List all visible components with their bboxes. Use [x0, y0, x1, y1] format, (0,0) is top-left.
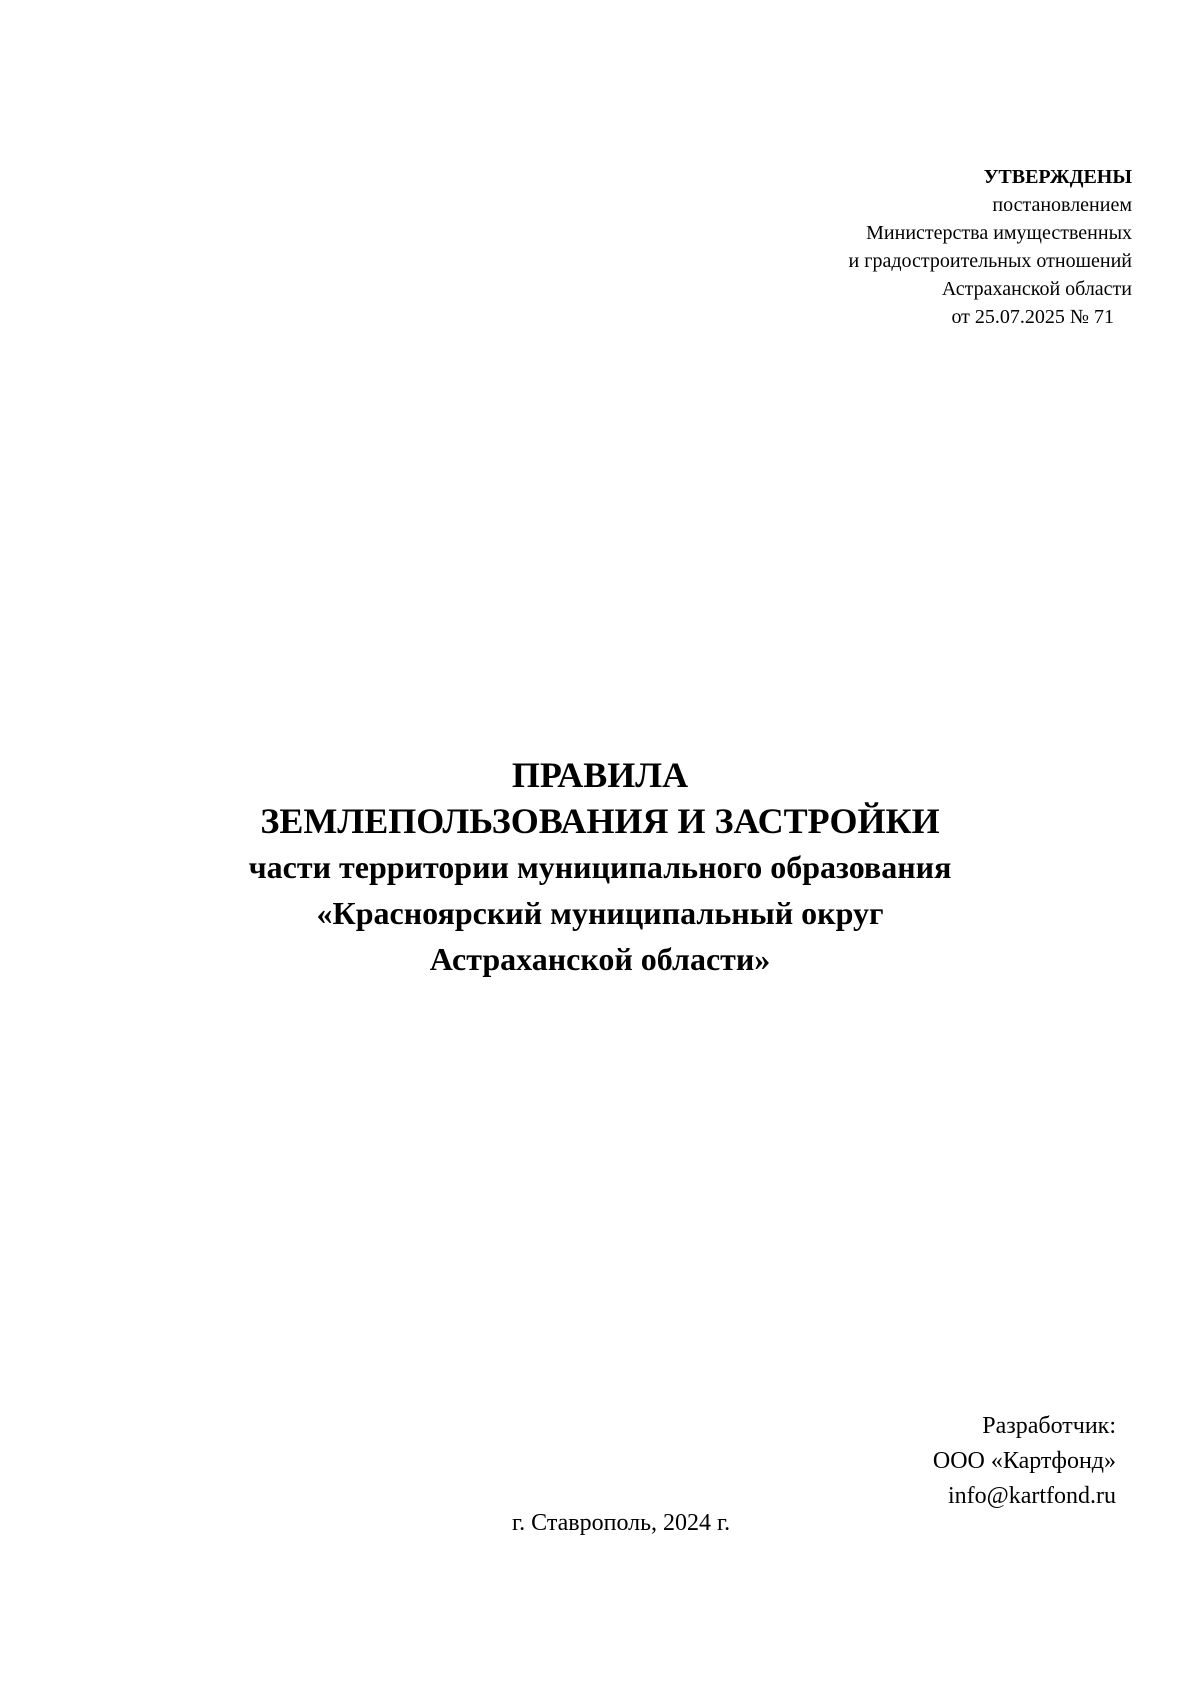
approval-date: от 25.07.2025 № 71: [951, 306, 1114, 328]
title-line-4: «Красноярский муниципальный округ: [316, 895, 884, 931]
approval-line: постановлением: [992, 194, 1132, 216]
approval-heading: УТВЕРЖДЕНЫ: [983, 166, 1132, 188]
approval-line: Астраханской области: [941, 278, 1132, 300]
title-line-5: Астраханской области»: [429, 941, 771, 977]
title-line-2: ЗЕМЛЕПОЛЬЗОВАНИЯ И ЗАСТРОЙКИ: [260, 801, 940, 841]
developer-company: ООО «Картфонд»: [932, 1448, 1116, 1474]
city-year: г. Ставрополь, 2024 г.: [512, 1510, 731, 1536]
title-line-1: ПРАВИЛА: [511, 755, 689, 795]
document-title: [0, 752, 1200, 982]
approval-line: и градостроительных отношений: [848, 250, 1132, 272]
developer-block: [933, 1409, 1116, 1514]
developer-label: Разработчик:: [982, 1413, 1116, 1439]
developer-email: info@kartfond.ru: [947, 1483, 1116, 1509]
approval-line: Министерства имущественных: [866, 222, 1132, 244]
approval-stamp: [849, 163, 1132, 331]
title-line-3: части территории муниципального образования: [248, 849, 952, 885]
